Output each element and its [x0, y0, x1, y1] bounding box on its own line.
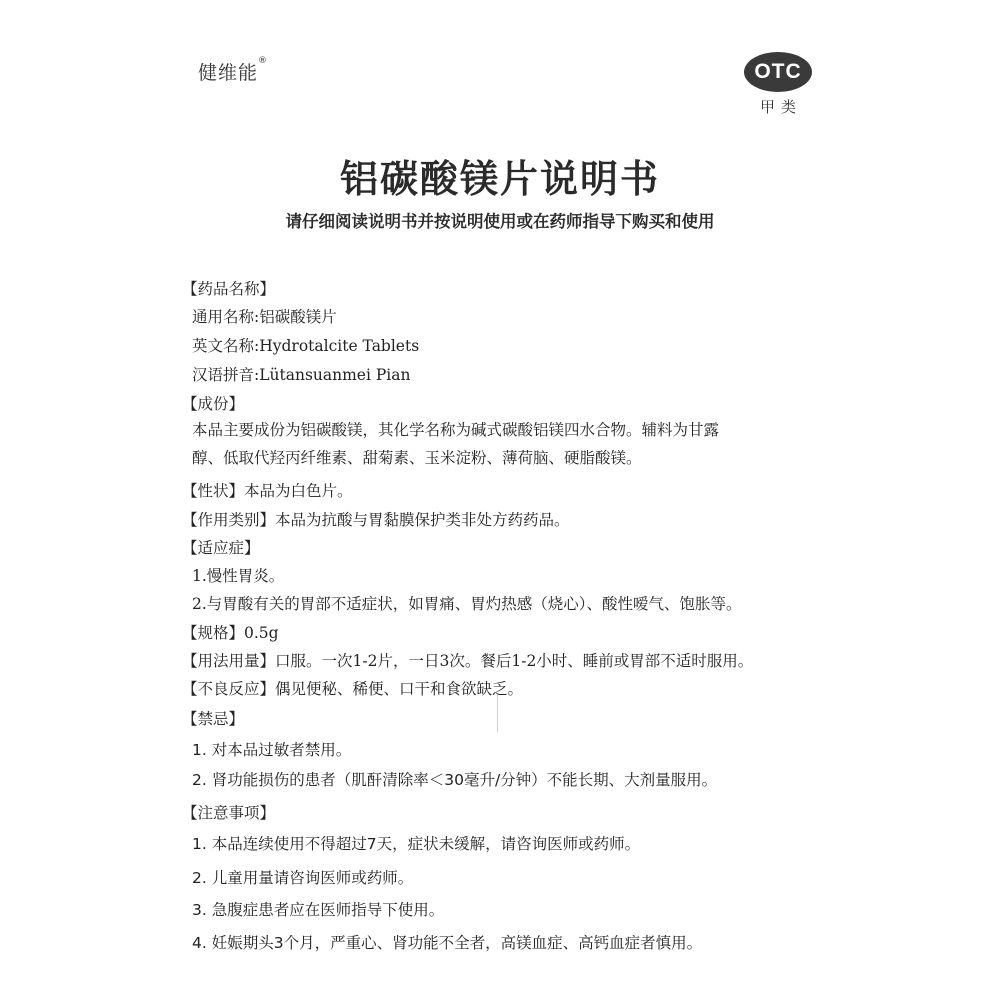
ingredients-line-2: 醇、低取代羟丙纤维素、甜菊素、玉米淀粉、薄荷脑、硬脂酸镁。 [192, 449, 642, 467]
document-subtitle: 请仔细阅读说明书并按说明使用或在药师指导下购买和使用 [285, 212, 715, 231]
precaution-item-1: 1. 本品连续使用不得超过7天，症状未缓解，请咨询医师或药师。 [192, 835, 641, 853]
category-text: 本品为抗酸与胃黏膜保护类非处方药药品。 [275, 511, 570, 529]
brand-name: 健维能 [198, 62, 259, 84]
document-title: 铝碳酸镁片说明书 [339, 157, 660, 201]
spec-heading: 【规格】 [182, 624, 245, 642]
ingredients-heading: 【成份】 [182, 395, 245, 413]
ingredients-line-1: 本品主要成份为铝碳酸镁，其化学名称为碱式碳酸铝镁四水合物。辅料为甘露 [192, 421, 720, 439]
precaution-item-2: 2. 儿童用量请咨询医师或药师。 [192, 869, 414, 887]
indication-item-2: 2.与胃酸有关的胃部不适症状，如胃痛、胃灼热感（烧心）、酸性嗳气、饱胀等。 [192, 595, 742, 613]
adverse-row [182, 677, 523, 699]
otc-class-label: 甲类 [759, 98, 802, 116]
precaution-item-3: 3. 急腹症患者应在医师指导下使用。 [192, 901, 445, 919]
scan-mark [497, 694, 498, 732]
contraindication-item-1: 1. 对本品过敏者禁用。 [192, 741, 352, 759]
contraindication-item-2: 2. 肾功能损伤的患者（肌酐清除率＜30毫升/分钟）不能长期、大剂量服用。 [192, 771, 718, 789]
spec-row [182, 621, 279, 643]
adverse-heading: 【不良反应】 [182, 680, 276, 698]
otc-badge: OTC [744, 52, 812, 92]
category-heading: 【作用类别】 [182, 511, 276, 529]
registered-mark: ® [258, 56, 269, 66]
indications-heading: 【适应症】 [182, 539, 260, 557]
common-name: 通用名称:铝碳酸镁片 [192, 308, 337, 326]
precaution-item-4: 4. 妊娠期头3个月，严重心、肾功能不全者，高镁血症、高钙血症者慎用。 [192, 934, 703, 952]
dosage-text: 口服。一次1-2片，一日3次。餐后1-2小时、睡前或胃部不适时服用。 [275, 652, 754, 670]
drug-name-heading: 【药品名称】 [182, 280, 276, 298]
character-text: 本品为白色片。 [244, 482, 353, 500]
english-name: 英文名称:Hydrotalcite Tablets [192, 337, 420, 355]
otc-mark [742, 52, 814, 117]
brand-logo [198, 58, 268, 85]
dosage-heading: 【用法用量】 [182, 652, 276, 670]
category-row [182, 508, 570, 530]
character-heading: 【性状】 [182, 482, 245, 500]
dosage-row [182, 649, 753, 671]
precautions-heading: 【注意事项】 [182, 804, 276, 822]
pinyin-name: 汉语拼音:Lütansuanmei Pian [192, 366, 411, 384]
adverse-text: 偶见便秘、稀便、口干和食欲缺乏。 [275, 680, 524, 698]
contraindications-heading: 【禁忌】 [182, 710, 245, 728]
spec-text: 0.5g [244, 624, 279, 642]
indication-item-1: 1.慢性胃炎。 [192, 567, 285, 585]
character-row [182, 479, 353, 501]
